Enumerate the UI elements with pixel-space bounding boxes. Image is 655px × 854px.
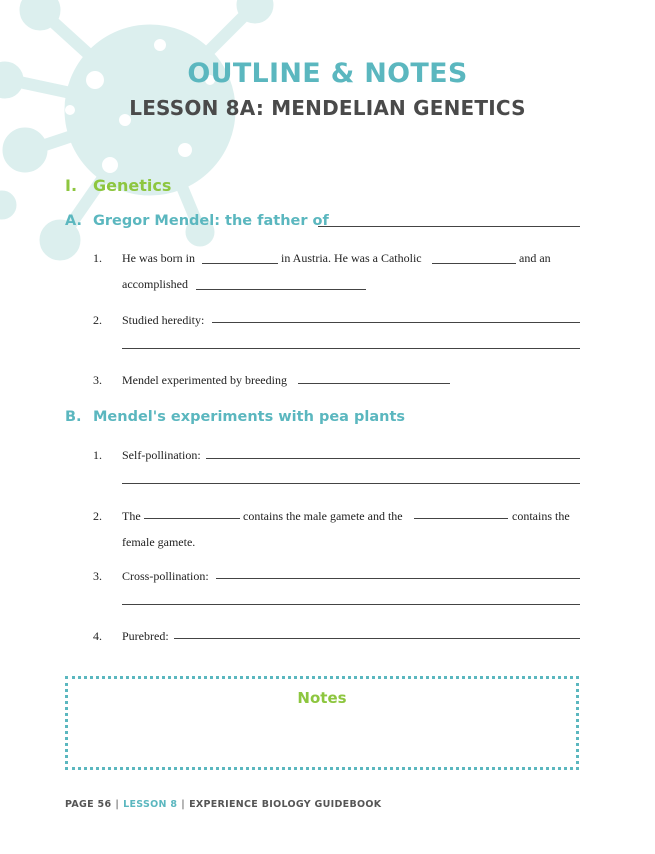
blank-line[interactable] bbox=[212, 322, 580, 323]
page-number: PAGE 56 bbox=[65, 799, 112, 810]
subsection-letter: A. bbox=[65, 213, 82, 229]
page-footer bbox=[65, 799, 381, 810]
item-text: Cross-pollination: bbox=[122, 569, 209, 583]
item-text: in Austria. He was a Catholic bbox=[281, 251, 422, 265]
item-text: Studied heredity: bbox=[122, 313, 205, 327]
lesson-subtitle: LESSON 8A: MENDELIAN GENETICS bbox=[129, 96, 526, 120]
blank-line[interactable] bbox=[432, 263, 516, 264]
page-title: OUTLINE & NOTES bbox=[187, 58, 468, 89]
item-number: 2. bbox=[93, 509, 102, 523]
blank-line[interactable] bbox=[202, 263, 278, 264]
lesson-label: LESSON 8 bbox=[123, 799, 178, 810]
subsection-label: Mendel's experiments with pea plants bbox=[93, 409, 406, 425]
item-number: 3. bbox=[93, 373, 102, 387]
item-text: He was born in bbox=[122, 251, 195, 265]
subsection-letter: B. bbox=[65, 409, 82, 425]
book-title: EXPERIENCE BIOLOGY GUIDEBOOK bbox=[189, 799, 382, 810]
blank-line[interactable] bbox=[318, 226, 580, 227]
item-number: 1. bbox=[93, 251, 102, 265]
footer-separator: | bbox=[181, 799, 186, 810]
section-heading-genetics bbox=[65, 176, 171, 195]
item-text: accomplished bbox=[122, 277, 188, 291]
blank-line[interactable] bbox=[196, 289, 366, 290]
item-text: The bbox=[122, 509, 141, 523]
section-label: Genetics bbox=[93, 176, 172, 195]
item-text: contains the bbox=[512, 509, 570, 523]
blank-line[interactable] bbox=[298, 383, 450, 384]
item-number: 4. bbox=[93, 629, 102, 643]
subsection-heading-b bbox=[65, 409, 405, 425]
subsection-heading-a bbox=[65, 213, 329, 229]
item-number: 1. bbox=[93, 448, 102, 462]
blank-line[interactable] bbox=[122, 483, 580, 484]
notes-box[interactable] bbox=[65, 676, 579, 770]
footer-separator: | bbox=[115, 799, 120, 810]
blank-line[interactable] bbox=[144, 518, 240, 519]
blank-line[interactable] bbox=[174, 638, 580, 639]
item-number: 3. bbox=[93, 569, 102, 583]
blank-line[interactable] bbox=[122, 348, 580, 349]
subsection-label: Gregor Mendel: the father of bbox=[93, 213, 329, 229]
blank-line[interactable] bbox=[122, 604, 580, 605]
item-text: contains the male gamete and the bbox=[243, 509, 403, 523]
item-text: Purebred: bbox=[122, 629, 169, 643]
item-text: female gamete. bbox=[122, 535, 196, 549]
item-text: Self-pollination: bbox=[122, 448, 201, 462]
section-number: I. bbox=[65, 176, 78, 195]
blank-line[interactable] bbox=[206, 458, 580, 459]
blank-line[interactable] bbox=[414, 518, 508, 519]
item-number: 2. bbox=[93, 313, 102, 327]
blank-line[interactable] bbox=[216, 578, 580, 579]
item-text: Mendel experimented by breeding bbox=[122, 373, 287, 387]
item-text: and an bbox=[519, 251, 551, 265]
notes-title: Notes bbox=[297, 689, 347, 707]
